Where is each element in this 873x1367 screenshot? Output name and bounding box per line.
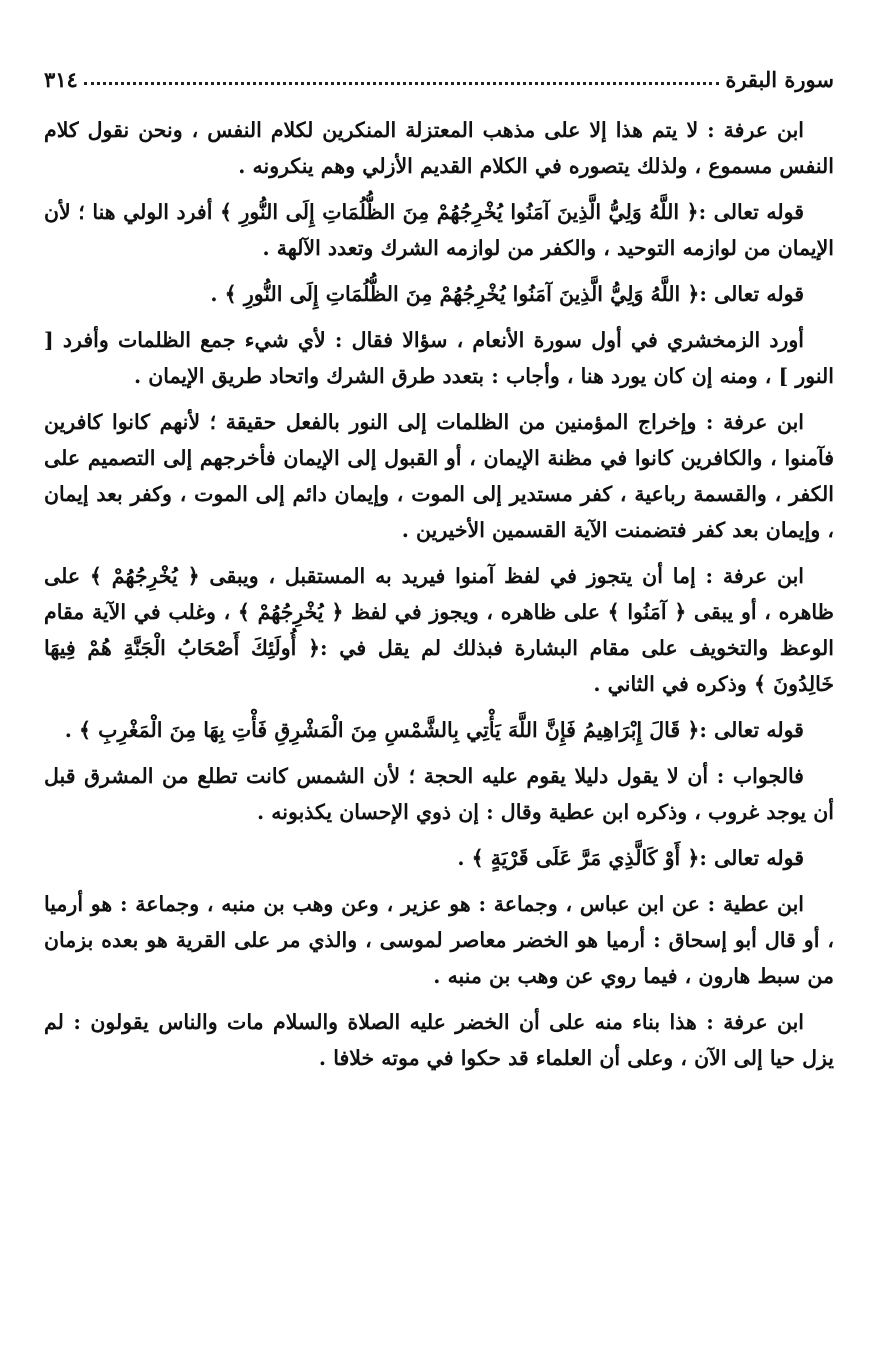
paragraph-1: ابن عرفة : لا يتم هذا إلا على مذهب المعتزلة المنكرين لكلام النفس ، ونحن نقول كلام النفس مسموع ، ولذلك يتصوره في الكلام القديم الأزلي وهم ينكرونه . [44,118,834,178]
header-dot-leader [84,82,719,85]
paragraph-6: ابن عرفة : إما أن يتجوز في لفظ آمنوا فيريد به المستقبل ، ويبقى ﴿ يُخْرِجُهُمْ ﴾ على ظاهره ، أو يبقى ﴿ آمَنُوا ﴾ على ظاهره ، ويجوز في لفظ ﴿ يُخْرِجُهُمْ ﴾ ، وغلب في الآية مقام الوعظ والتخويف على مقام البشارة فبذلك لم يقل في :﴿ أُولَئِكَ أَصْحَابُ الْجَنَّةِ هُمْ فِيهَا خَالِدُونَ ﴾ وذكره في الثاني . [44,564,834,696]
paragraph-5: ابن عرفة : وإخراج المؤمنين من الظلمات إلى النور بالفعل حقيقة ؛ لأنهم كانوا كافرين فآمنوا ، والكافرين كانوا في مظنة الإيمان ، أو القبول إلى الإيمان فأخرجهم إلى التصميم على الكفر ، والقسمة رباعية ، كفر مستدير إلى الموت ، وإيمان دائم إلى الموت ، وكفر بعد إيمان ، وإيمان بعد كفر فتضمنت الآية القسمين الأخيرين . [44,410,834,542]
paragraph-8: فالجواب : أن لا يقول دليلا يقوم عليه الحجة ؛ لأن الشمس كانت تطلع من المشرق قبل أن يوجد غروب ، وذكره ابن عطية وقال : إن ذوي الإحسان يكذبونه . [44,764,834,824]
paragraph-11: ابن عرفة : هذا بناء منه على أن الخضر عليه الصلاة والسلام مات والناس يقولون : لم يزل حيا إلى الآن ، وعلى أن العلماء قد حكوا في موته خلافا . [44,1010,834,1070]
page-body [44,112,834,1076]
paragraph-2: قوله تعالى :﴿ اللَّهُ وَلِيُّ الَّذِينَ آمَنُوا يُخْرِجُهُمْ مِنَ الظُّلُمَاتِ إِلَى النُّورِ ﴾ أفرد الولي هنا ؛ لأن الإيمان من لوازمه التوحيد ، والكفر من لوازمه الشرك وتعدد الآلهة . [44,200,834,260]
paragraph-9: قوله تعالى :﴿ أَوْ كَالَّذِي مَرَّ عَلَى قَرْيَةٍ ﴾ . [457,846,804,870]
paragraph-7: قوله تعالى :﴿ قَالَ إِبْرَاهِيمُ فَإِنَّ اللَّهَ يَأْتِي بِالشَّمْسِ مِنَ الْمَشْرِقِ فَأْتِ بِهَا مِنَ الْمَغْرِبِ ﴾ . [64,718,804,742]
paragraph-4: أورد الزمخشري في أول سورة الأنعام ، سؤالا فقال : لأي شيء جمع الظلمات وأفرد [ النور ] ، ومنه إن كان يورد هنا ، وأجاب : بتعدد طرق الشرك واتحاد طريق الإيمان . [44,328,834,388]
page-number: ٣١٤ [44,67,78,92]
paragraph-3: قوله تعالى :﴿ اللَّهُ وَلِيُّ الَّذِينَ آمَنُوا يُخْرِجُهُمْ مِنَ الظُّلُمَاتِ إِلَى النُّورِ ﴾ . [210,282,804,306]
book-page [44,58,834,1086]
paragraph-10: ابن عطية : عن ابن عباس ، وجماعة : هو عزير ، وعن وهب بن منبه ، وجماعة : هو أرميا ، أو قال أبو إسحاق : أرميا هو الخضر معاصر لموسى ، والذي مر على القرية هو بعده بزمان من سبط هارون ، فيما روي عن وهب بن منبه . [44,892,834,988]
surah-title: سورة البقرة [725,67,834,92]
running-header [44,58,834,92]
